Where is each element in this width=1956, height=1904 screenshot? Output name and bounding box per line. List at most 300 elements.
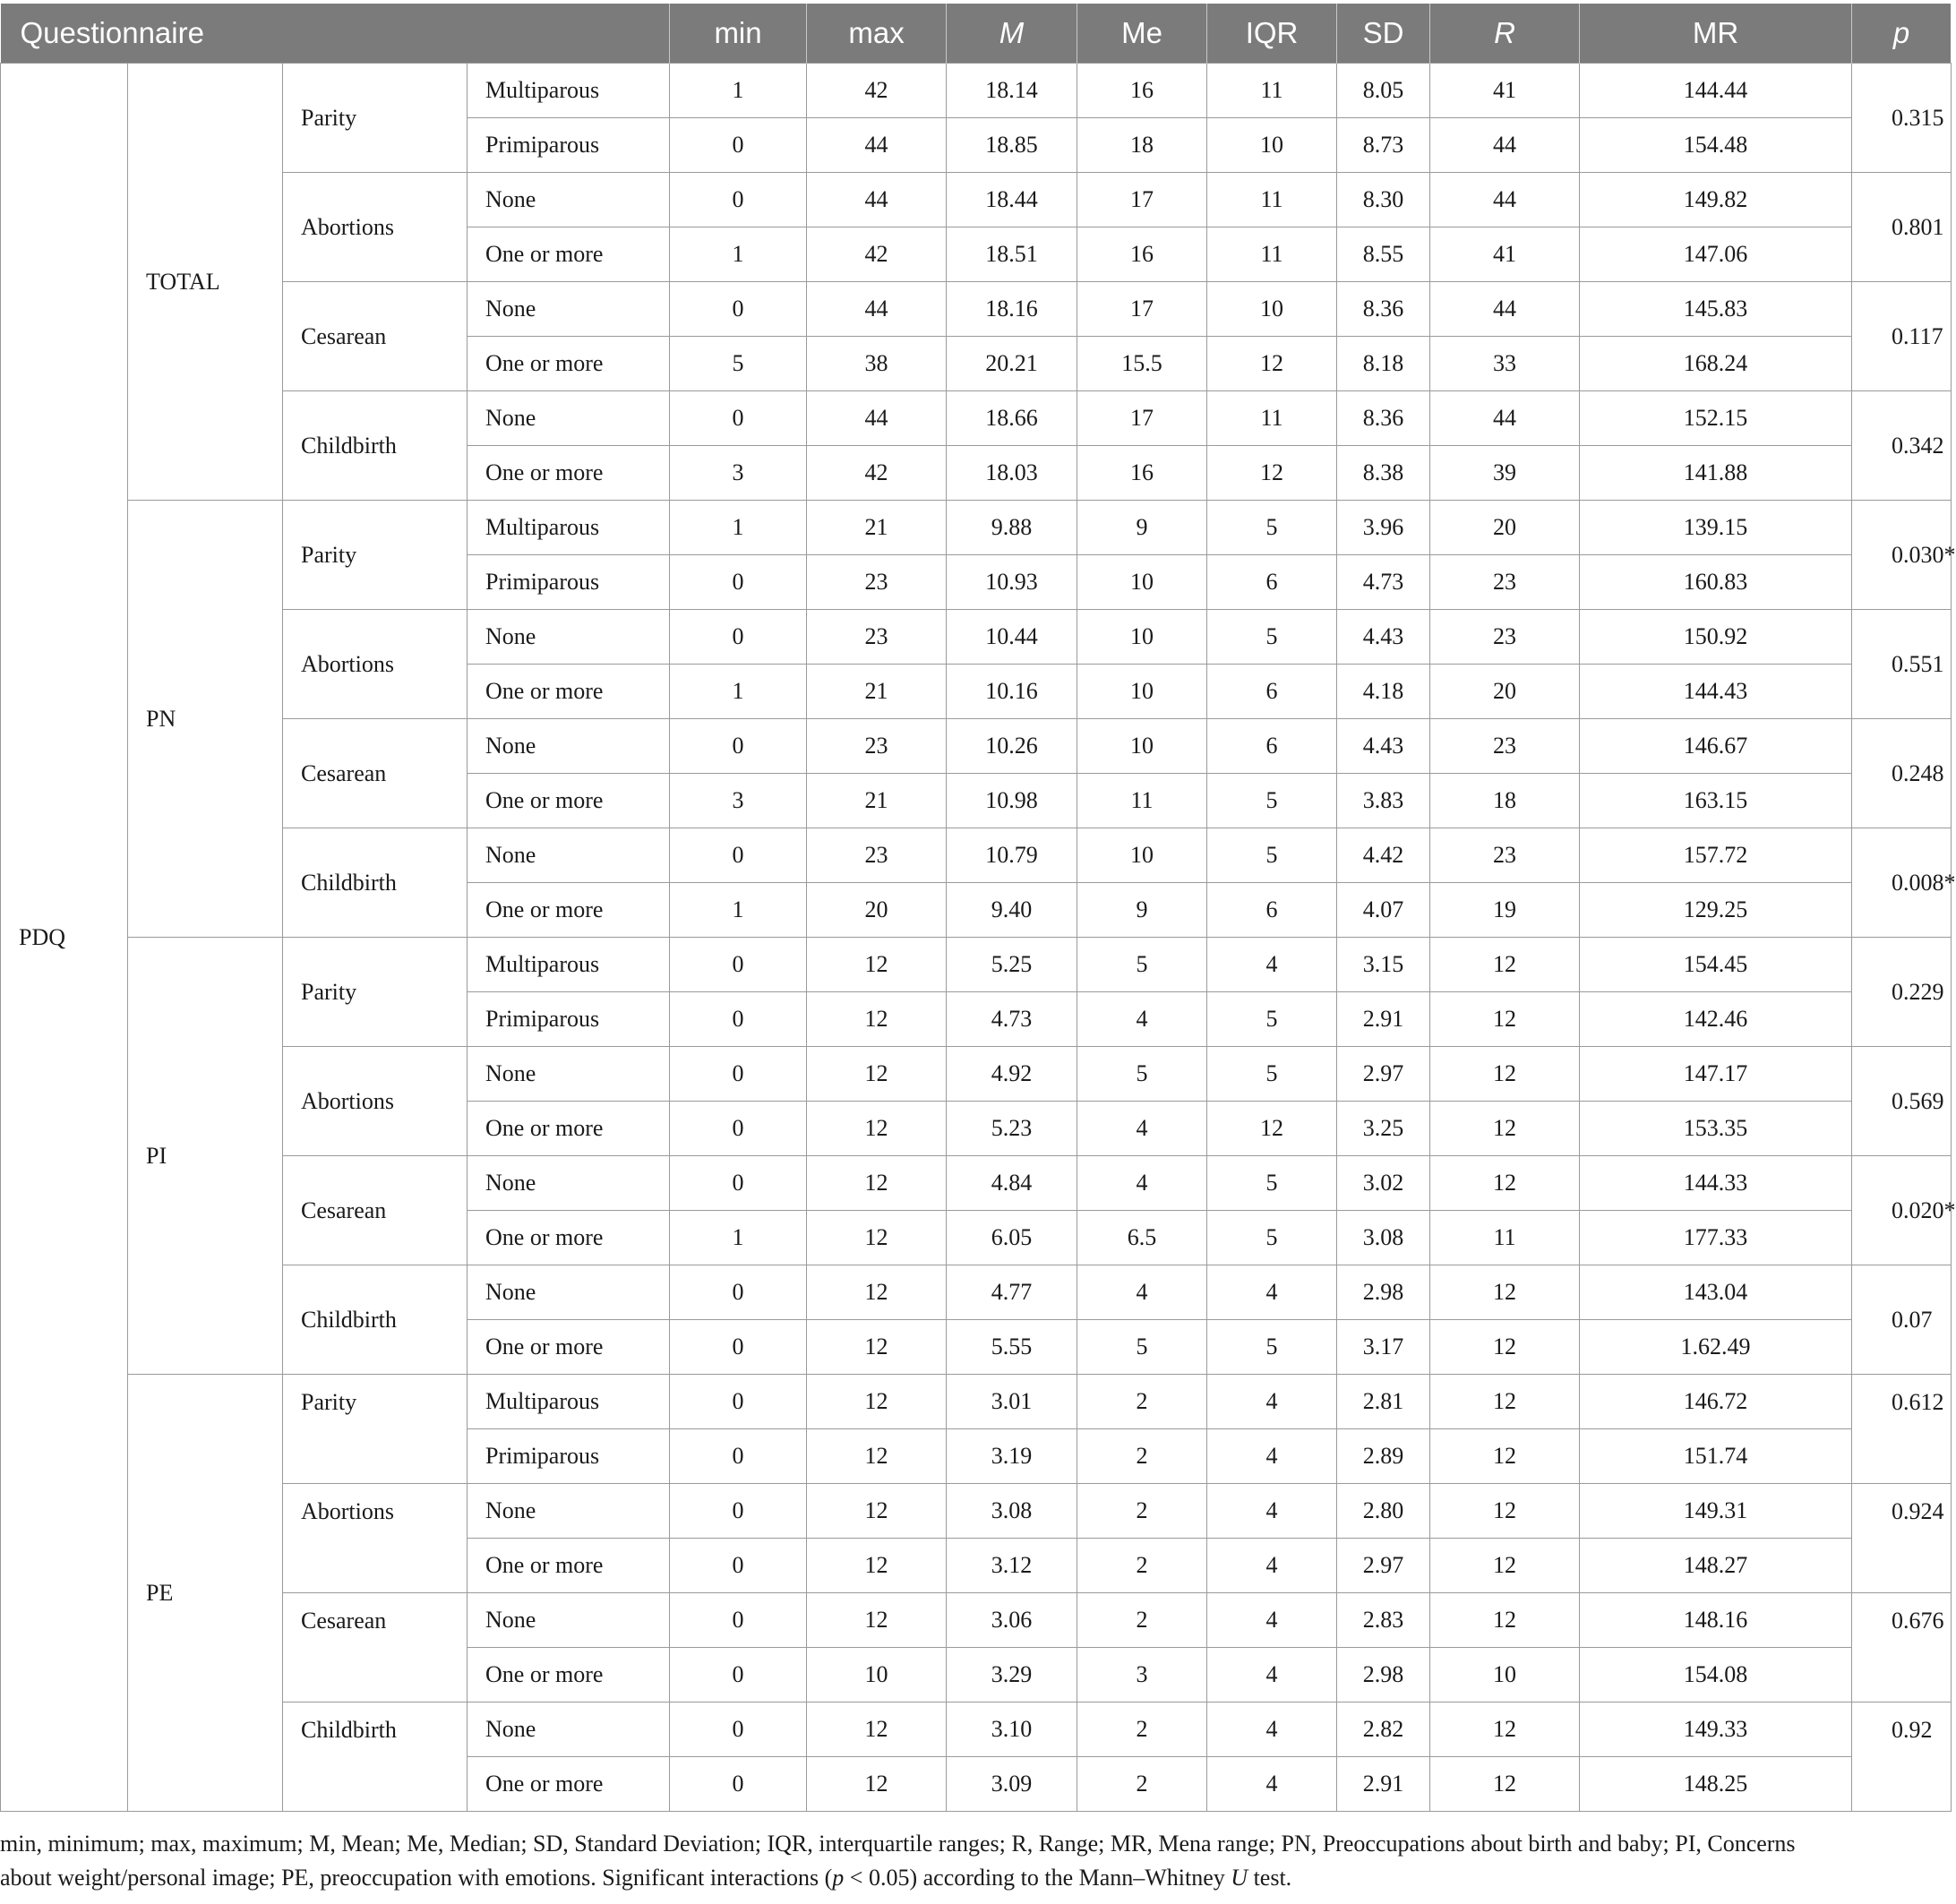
- value-cell-mr: 147.17: [1580, 1047, 1852, 1102]
- value-cell-min: 0: [670, 1757, 807, 1812]
- value-cell-max: 42: [807, 446, 947, 501]
- value-cell-iqr: 12: [1207, 337, 1337, 391]
- value-cell-sd: 8.05: [1337, 64, 1430, 118]
- p-value-cell: 0.569: [1852, 1047, 1952, 1156]
- value-cell-m: 5.25: [947, 938, 1077, 992]
- group-cell: One or more: [468, 446, 670, 501]
- value-cell-r: 12: [1430, 938, 1580, 992]
- value-cell-max: 12: [807, 1265, 947, 1320]
- group-cell: One or more: [468, 1757, 670, 1812]
- value-cell-sd: 4.43: [1337, 610, 1430, 665]
- header-p: p: [1852, 4, 1952, 64]
- value-cell-min: 0: [670, 1429, 807, 1484]
- value-cell-max: 20: [807, 883, 947, 938]
- table-row: [1, 64, 1952, 118]
- value-cell-m: 18.85: [947, 118, 1077, 173]
- group-cell: Primiparous: [468, 1429, 670, 1484]
- value-cell-sd: 2.91: [1337, 992, 1430, 1047]
- value-cell-m: 6.05: [947, 1211, 1077, 1265]
- value-cell-sd: 4.43: [1337, 719, 1430, 774]
- group-cell: None: [468, 1593, 670, 1648]
- value-cell-max: 12: [807, 1156, 947, 1211]
- value-cell-sd: 2.82: [1337, 1702, 1430, 1757]
- value-cell-iqr: 5: [1207, 1320, 1337, 1375]
- value-cell-max: 23: [807, 610, 947, 665]
- value-cell-r: 12: [1430, 992, 1580, 1047]
- value-cell-max: 44: [807, 282, 947, 337]
- value-cell-max: 12: [807, 1429, 947, 1484]
- group-cell: Multiparous: [468, 64, 670, 118]
- value-cell-me: 16: [1077, 227, 1207, 282]
- value-cell-m: 4.73: [947, 992, 1077, 1047]
- value-cell-sd: 4.42: [1337, 828, 1430, 883]
- value-cell-me: 5: [1077, 1320, 1207, 1375]
- value-cell-sd: 4.73: [1337, 555, 1430, 610]
- value-cell-iqr: 4: [1207, 1648, 1337, 1702]
- table-row: [1, 1265, 1952, 1320]
- value-cell-iqr: 10: [1207, 118, 1337, 173]
- value-cell-me: 4: [1077, 1156, 1207, 1211]
- value-cell-m: 10.26: [947, 719, 1077, 774]
- factor-cell: Childbirth: [283, 1702, 468, 1812]
- value-cell-max: 12: [807, 1320, 947, 1375]
- value-cell-max: 44: [807, 173, 947, 227]
- value-cell-m: 3.09: [947, 1757, 1077, 1812]
- value-cell-me: 18: [1077, 118, 1207, 173]
- value-cell-mr: 148.25: [1580, 1757, 1852, 1812]
- value-cell-m: 20.21: [947, 337, 1077, 391]
- value-cell-m: 3.29: [947, 1648, 1077, 1702]
- value-cell-me: 4: [1077, 1265, 1207, 1320]
- scale-cell: TOTAL: [128, 64, 283, 501]
- value-cell-min: 3: [670, 774, 807, 828]
- group-cell: None: [468, 282, 670, 337]
- value-cell-sd: 2.98: [1337, 1648, 1430, 1702]
- value-cell-r: 39: [1430, 446, 1580, 501]
- value-cell-iqr: 5: [1207, 1047, 1337, 1102]
- table-row: [1, 610, 1952, 665]
- value-cell-r: 12: [1430, 1539, 1580, 1593]
- value-cell-r: 12: [1430, 1102, 1580, 1156]
- value-cell-max: 12: [807, 938, 947, 992]
- factor-cell: Childbirth: [283, 828, 468, 938]
- value-cell-max: 23: [807, 828, 947, 883]
- value-cell-mr: 142.46: [1580, 992, 1852, 1047]
- value-cell-mr: 141.88: [1580, 446, 1852, 501]
- value-cell-sd: 8.55: [1337, 227, 1430, 282]
- factor-cell: Parity: [283, 64, 468, 173]
- value-cell-mr: 148.27: [1580, 1539, 1852, 1593]
- value-cell-me: 2: [1077, 1757, 1207, 1812]
- value-cell-mr: 177.33: [1580, 1211, 1852, 1265]
- value-cell-me: 2: [1077, 1702, 1207, 1757]
- value-cell-m: 10.16: [947, 665, 1077, 719]
- value-cell-r: 12: [1430, 1156, 1580, 1211]
- p-value-cell: 0.92: [1852, 1702, 1952, 1812]
- header-mean: M: [947, 4, 1077, 64]
- value-cell-min: 1: [670, 1211, 807, 1265]
- value-cell-r: 23: [1430, 828, 1580, 883]
- value-cell-me: 9: [1077, 501, 1207, 555]
- value-cell-mr: 147.06: [1580, 227, 1852, 282]
- value-cell-mr: 154.45: [1580, 938, 1852, 992]
- value-cell-m: 18.66: [947, 391, 1077, 446]
- factor-cell: Childbirth: [283, 1265, 468, 1375]
- value-cell-sd: 2.97: [1337, 1047, 1430, 1102]
- header-questionnaire: Questionnaire: [1, 4, 670, 64]
- group-cell: None: [468, 1702, 670, 1757]
- value-cell-iqr: 4: [1207, 1484, 1337, 1539]
- value-cell-iqr: 4: [1207, 1429, 1337, 1484]
- value-cell-min: 0: [670, 118, 807, 173]
- footnote-text-3: test.: [1248, 1865, 1292, 1891]
- value-cell-max: 12: [807, 992, 947, 1047]
- value-cell-max: 12: [807, 1211, 947, 1265]
- value-cell-mr: 139.15: [1580, 501, 1852, 555]
- value-cell-r: 44: [1430, 391, 1580, 446]
- value-cell-max: 38: [807, 337, 947, 391]
- p-value-cell: 0.551: [1852, 610, 1952, 719]
- value-cell-iqr: 4: [1207, 1265, 1337, 1320]
- value-cell-sd: 3.25: [1337, 1102, 1430, 1156]
- factor-cell: Cesarean: [283, 282, 468, 391]
- value-cell-r: 44: [1430, 118, 1580, 173]
- value-cell-iqr: 4: [1207, 1539, 1337, 1593]
- value-cell-me: 2: [1077, 1539, 1207, 1593]
- value-cell-min: 0: [670, 1484, 807, 1539]
- value-cell-iqr: 4: [1207, 1702, 1337, 1757]
- table-row: [1, 719, 1952, 774]
- value-cell-sd: 2.83: [1337, 1593, 1430, 1648]
- value-cell-min: 0: [670, 1047, 807, 1102]
- value-cell-m: 3.19: [947, 1429, 1077, 1484]
- value-cell-me: 2: [1077, 1593, 1207, 1648]
- group-cell: One or more: [468, 665, 670, 719]
- value-cell-sd: 4.07: [1337, 883, 1430, 938]
- value-cell-mr: 157.72: [1580, 828, 1852, 883]
- value-cell-max: 42: [807, 227, 947, 282]
- value-cell-max: 12: [807, 1757, 947, 1812]
- p-value-cell: 0.030*: [1852, 501, 1952, 610]
- factor-cell: Cesarean: [283, 719, 468, 828]
- value-cell-m: 10.79: [947, 828, 1077, 883]
- p-value-cell: 0.248: [1852, 719, 1952, 828]
- p-value-cell: 0.229: [1852, 938, 1952, 1047]
- value-cell-iqr: 11: [1207, 64, 1337, 118]
- value-cell-min: 0: [670, 282, 807, 337]
- value-cell-mr: 163.15: [1580, 774, 1852, 828]
- footnote-u-symbol: U: [1231, 1865, 1248, 1891]
- table-row: [1, 938, 1952, 992]
- value-cell-min: 0: [670, 1702, 807, 1757]
- group-cell: One or more: [468, 883, 670, 938]
- value-cell-min: 0: [670, 1375, 807, 1429]
- table-row: [1, 501, 1952, 555]
- table-row: [1, 1047, 1952, 1102]
- value-cell-me: 4: [1077, 992, 1207, 1047]
- value-cell-iqr: 12: [1207, 446, 1337, 501]
- value-cell-r: 12: [1430, 1757, 1580, 1812]
- header-min: min: [670, 4, 807, 64]
- value-cell-me: 10: [1077, 555, 1207, 610]
- value-cell-iqr: 5: [1207, 1211, 1337, 1265]
- value-cell-me: 5: [1077, 1047, 1207, 1102]
- value-cell-r: 44: [1430, 282, 1580, 337]
- value-cell-sd: 3.83: [1337, 774, 1430, 828]
- value-cell-mr: 153.35: [1580, 1102, 1852, 1156]
- table-row: [1, 1702, 1952, 1757]
- value-cell-iqr: 4: [1207, 1757, 1337, 1812]
- value-cell-min: 0: [670, 1593, 807, 1648]
- value-cell-mr: 1.62.49: [1580, 1320, 1852, 1375]
- value-cell-mr: 144.33: [1580, 1156, 1852, 1211]
- group-cell: None: [468, 391, 670, 446]
- value-cell-max: 12: [807, 1702, 947, 1757]
- value-cell-m: 10.93: [947, 555, 1077, 610]
- p-value-cell: 0.117: [1852, 282, 1952, 391]
- value-cell-r: 12: [1430, 1375, 1580, 1429]
- value-cell-iqr: 4: [1207, 938, 1337, 992]
- group-cell: None: [468, 1047, 670, 1102]
- factor-cell: Abortions: [283, 1484, 468, 1593]
- value-cell-sd: 8.73: [1337, 118, 1430, 173]
- table-row: [1, 1156, 1952, 1211]
- value-cell-min: 0: [670, 1265, 807, 1320]
- value-cell-m: 3.08: [947, 1484, 1077, 1539]
- value-cell-r: 10: [1430, 1648, 1580, 1702]
- value-cell-iqr: 5: [1207, 774, 1337, 828]
- p-value-cell: 0.07: [1852, 1265, 1952, 1375]
- value-cell-mr: 149.31: [1580, 1484, 1852, 1539]
- value-cell-max: 23: [807, 719, 947, 774]
- value-cell-sd: 2.97: [1337, 1539, 1430, 1593]
- header-iqr: IQR: [1207, 4, 1337, 64]
- scale-cell: PN: [128, 501, 283, 938]
- value-cell-r: 12: [1430, 1593, 1580, 1648]
- factor-cell: Parity: [283, 1375, 468, 1484]
- value-cell-mr: 146.67: [1580, 719, 1852, 774]
- table-row: [1, 391, 1952, 446]
- scale-cell: PE: [128, 1375, 283, 1812]
- value-cell-max: 21: [807, 774, 947, 828]
- footnote-text-2: < 0.05) according to the Mann–Whitney: [844, 1865, 1231, 1891]
- value-cell-sd: 3.08: [1337, 1211, 1430, 1265]
- value-cell-m: 18.14: [947, 64, 1077, 118]
- value-cell-sd: 8.18: [1337, 337, 1430, 391]
- value-cell-mr: 143.04: [1580, 1265, 1852, 1320]
- value-cell-mr: 149.33: [1580, 1702, 1852, 1757]
- value-cell-mr: 146.72: [1580, 1375, 1852, 1429]
- table-row: [1, 1484, 1952, 1539]
- group-cell: Primiparous: [468, 118, 670, 173]
- value-cell-min: 0: [670, 391, 807, 446]
- value-cell-m: 18.16: [947, 282, 1077, 337]
- value-cell-mr: 151.74: [1580, 1429, 1852, 1484]
- factor-cell: Abortions: [283, 173, 468, 282]
- questionnaire-cell: PDQ: [1, 64, 128, 1812]
- value-cell-max: 21: [807, 501, 947, 555]
- value-cell-me: 17: [1077, 391, 1207, 446]
- value-cell-iqr: 5: [1207, 1156, 1337, 1211]
- value-cell-max: 12: [807, 1539, 947, 1593]
- value-cell-mr: 129.25: [1580, 883, 1852, 938]
- table-footnote: [0, 1827, 1845, 1895]
- value-cell-sd: 2.98: [1337, 1265, 1430, 1320]
- value-cell-max: 12: [807, 1375, 947, 1429]
- factor-cell: Childbirth: [283, 391, 468, 501]
- group-cell: One or more: [468, 337, 670, 391]
- value-cell-iqr: 11: [1207, 391, 1337, 446]
- value-cell-sd: 8.36: [1337, 282, 1430, 337]
- header-median: Me: [1077, 4, 1207, 64]
- value-cell-me: 10: [1077, 610, 1207, 665]
- value-cell-m: 9.88: [947, 501, 1077, 555]
- value-cell-r: 41: [1430, 227, 1580, 282]
- value-cell-mr: 149.82: [1580, 173, 1852, 227]
- header-mr: MR: [1580, 4, 1852, 64]
- value-cell-m: 4.92: [947, 1047, 1077, 1102]
- value-cell-min: 1: [670, 64, 807, 118]
- value-cell-mr: 160.83: [1580, 555, 1852, 610]
- group-cell: None: [468, 173, 670, 227]
- value-cell-sd: 2.89: [1337, 1429, 1430, 1484]
- value-cell-mr: 144.43: [1580, 665, 1852, 719]
- value-cell-me: 2: [1077, 1429, 1207, 1484]
- group-cell: Multiparous: [468, 1375, 670, 1429]
- group-cell: Multiparous: [468, 938, 670, 992]
- factor-cell: Parity: [283, 501, 468, 610]
- value-cell-sd: 3.02: [1337, 1156, 1430, 1211]
- value-cell-min: 0: [670, 610, 807, 665]
- value-cell-sd: 2.81: [1337, 1375, 1430, 1429]
- value-cell-r: 23: [1430, 610, 1580, 665]
- value-cell-m: 10.98: [947, 774, 1077, 828]
- value-cell-r: 12: [1430, 1265, 1580, 1320]
- value-cell-iqr: 11: [1207, 173, 1337, 227]
- value-cell-iqr: 11: [1207, 227, 1337, 282]
- value-cell-iqr: 4: [1207, 1593, 1337, 1648]
- group-cell: One or more: [468, 1539, 670, 1593]
- value-cell-r: 11: [1430, 1211, 1580, 1265]
- p-value-cell: 0.676: [1852, 1593, 1952, 1702]
- group-cell: None: [468, 1265, 670, 1320]
- value-cell-me: 9: [1077, 883, 1207, 938]
- value-cell-r: 33: [1430, 337, 1580, 391]
- group-cell: One or more: [468, 1648, 670, 1702]
- table-row: [1, 1593, 1952, 1648]
- value-cell-me: 2: [1077, 1375, 1207, 1429]
- value-cell-r: 23: [1430, 719, 1580, 774]
- group-cell: One or more: [468, 774, 670, 828]
- value-cell-min: 0: [670, 992, 807, 1047]
- group-cell: None: [468, 1484, 670, 1539]
- factor-cell: Cesarean: [283, 1156, 468, 1265]
- value-cell-me: 16: [1077, 64, 1207, 118]
- value-cell-me: 11: [1077, 774, 1207, 828]
- value-cell-mr: 150.92: [1580, 610, 1852, 665]
- value-cell-max: 12: [807, 1593, 947, 1648]
- value-cell-iqr: 5: [1207, 992, 1337, 1047]
- value-cell-iqr: 6: [1207, 555, 1337, 610]
- value-cell-me: 2: [1077, 1484, 1207, 1539]
- value-cell-m: 10.44: [947, 610, 1077, 665]
- value-cell-min: 0: [670, 719, 807, 774]
- value-cell-mr: 152.15: [1580, 391, 1852, 446]
- value-cell-m: 18.03: [947, 446, 1077, 501]
- group-cell: One or more: [468, 1102, 670, 1156]
- value-cell-m: 3.06: [947, 1593, 1077, 1648]
- value-cell-r: 41: [1430, 64, 1580, 118]
- value-cell-min: 0: [670, 1648, 807, 1702]
- value-cell-me: 5: [1077, 938, 1207, 992]
- value-cell-iqr: 6: [1207, 883, 1337, 938]
- factor-cell: Abortions: [283, 1047, 468, 1156]
- value-cell-min: 3: [670, 446, 807, 501]
- value-cell-iqr: 4: [1207, 1375, 1337, 1429]
- value-cell-m: 18.51: [947, 227, 1077, 282]
- header-sd: SD: [1337, 4, 1430, 64]
- value-cell-r: 19: [1430, 883, 1580, 938]
- value-cell-m: 18.44: [947, 173, 1077, 227]
- value-cell-r: 18: [1430, 774, 1580, 828]
- scale-cell: PI: [128, 938, 283, 1375]
- group-cell: One or more: [468, 227, 670, 282]
- value-cell-me: 3: [1077, 1648, 1207, 1702]
- header-row: [1, 4, 1952, 64]
- value-cell-m: 5.55: [947, 1320, 1077, 1375]
- value-cell-min: 1: [670, 227, 807, 282]
- value-cell-max: 12: [807, 1484, 947, 1539]
- p-value-cell: 0.020*: [1852, 1156, 1952, 1265]
- value-cell-sd: 3.96: [1337, 501, 1430, 555]
- value-cell-min: 0: [670, 173, 807, 227]
- value-cell-m: 3.10: [947, 1702, 1077, 1757]
- value-cell-mr: 168.24: [1580, 337, 1852, 391]
- p-value-cell: 0.008*: [1852, 828, 1952, 938]
- value-cell-r: 12: [1430, 1702, 1580, 1757]
- value-cell-min: 0: [670, 555, 807, 610]
- value-cell-min: 0: [670, 1539, 807, 1593]
- value-cell-m: 4.84: [947, 1156, 1077, 1211]
- table-row: [1, 828, 1952, 883]
- value-cell-m: 4.77: [947, 1265, 1077, 1320]
- value-cell-max: 12: [807, 1047, 947, 1102]
- value-cell-mr: 144.44: [1580, 64, 1852, 118]
- value-cell-sd: 3.17: [1337, 1320, 1430, 1375]
- value-cell-iqr: 5: [1207, 501, 1337, 555]
- value-cell-iqr: 10: [1207, 282, 1337, 337]
- value-cell-sd: 2.80: [1337, 1484, 1430, 1539]
- value-cell-max: 23: [807, 555, 947, 610]
- value-cell-max: 42: [807, 64, 947, 118]
- value-cell-r: 12: [1430, 1429, 1580, 1484]
- value-cell-m: 5.23: [947, 1102, 1077, 1156]
- value-cell-r: 12: [1430, 1484, 1580, 1539]
- value-cell-iqr: 6: [1207, 719, 1337, 774]
- value-cell-max: 12: [807, 1102, 947, 1156]
- value-cell-min: 0: [670, 828, 807, 883]
- p-value-cell: 0.315: [1852, 64, 1952, 173]
- group-cell: One or more: [468, 1320, 670, 1375]
- value-cell-me: 10: [1077, 828, 1207, 883]
- value-cell-min: 0: [670, 1320, 807, 1375]
- value-cell-r: 23: [1430, 555, 1580, 610]
- group-cell: Multiparous: [468, 501, 670, 555]
- value-cell-me: 17: [1077, 282, 1207, 337]
- group-cell: None: [468, 828, 670, 883]
- value-cell-sd: 3.15: [1337, 938, 1430, 992]
- value-cell-sd: 8.30: [1337, 173, 1430, 227]
